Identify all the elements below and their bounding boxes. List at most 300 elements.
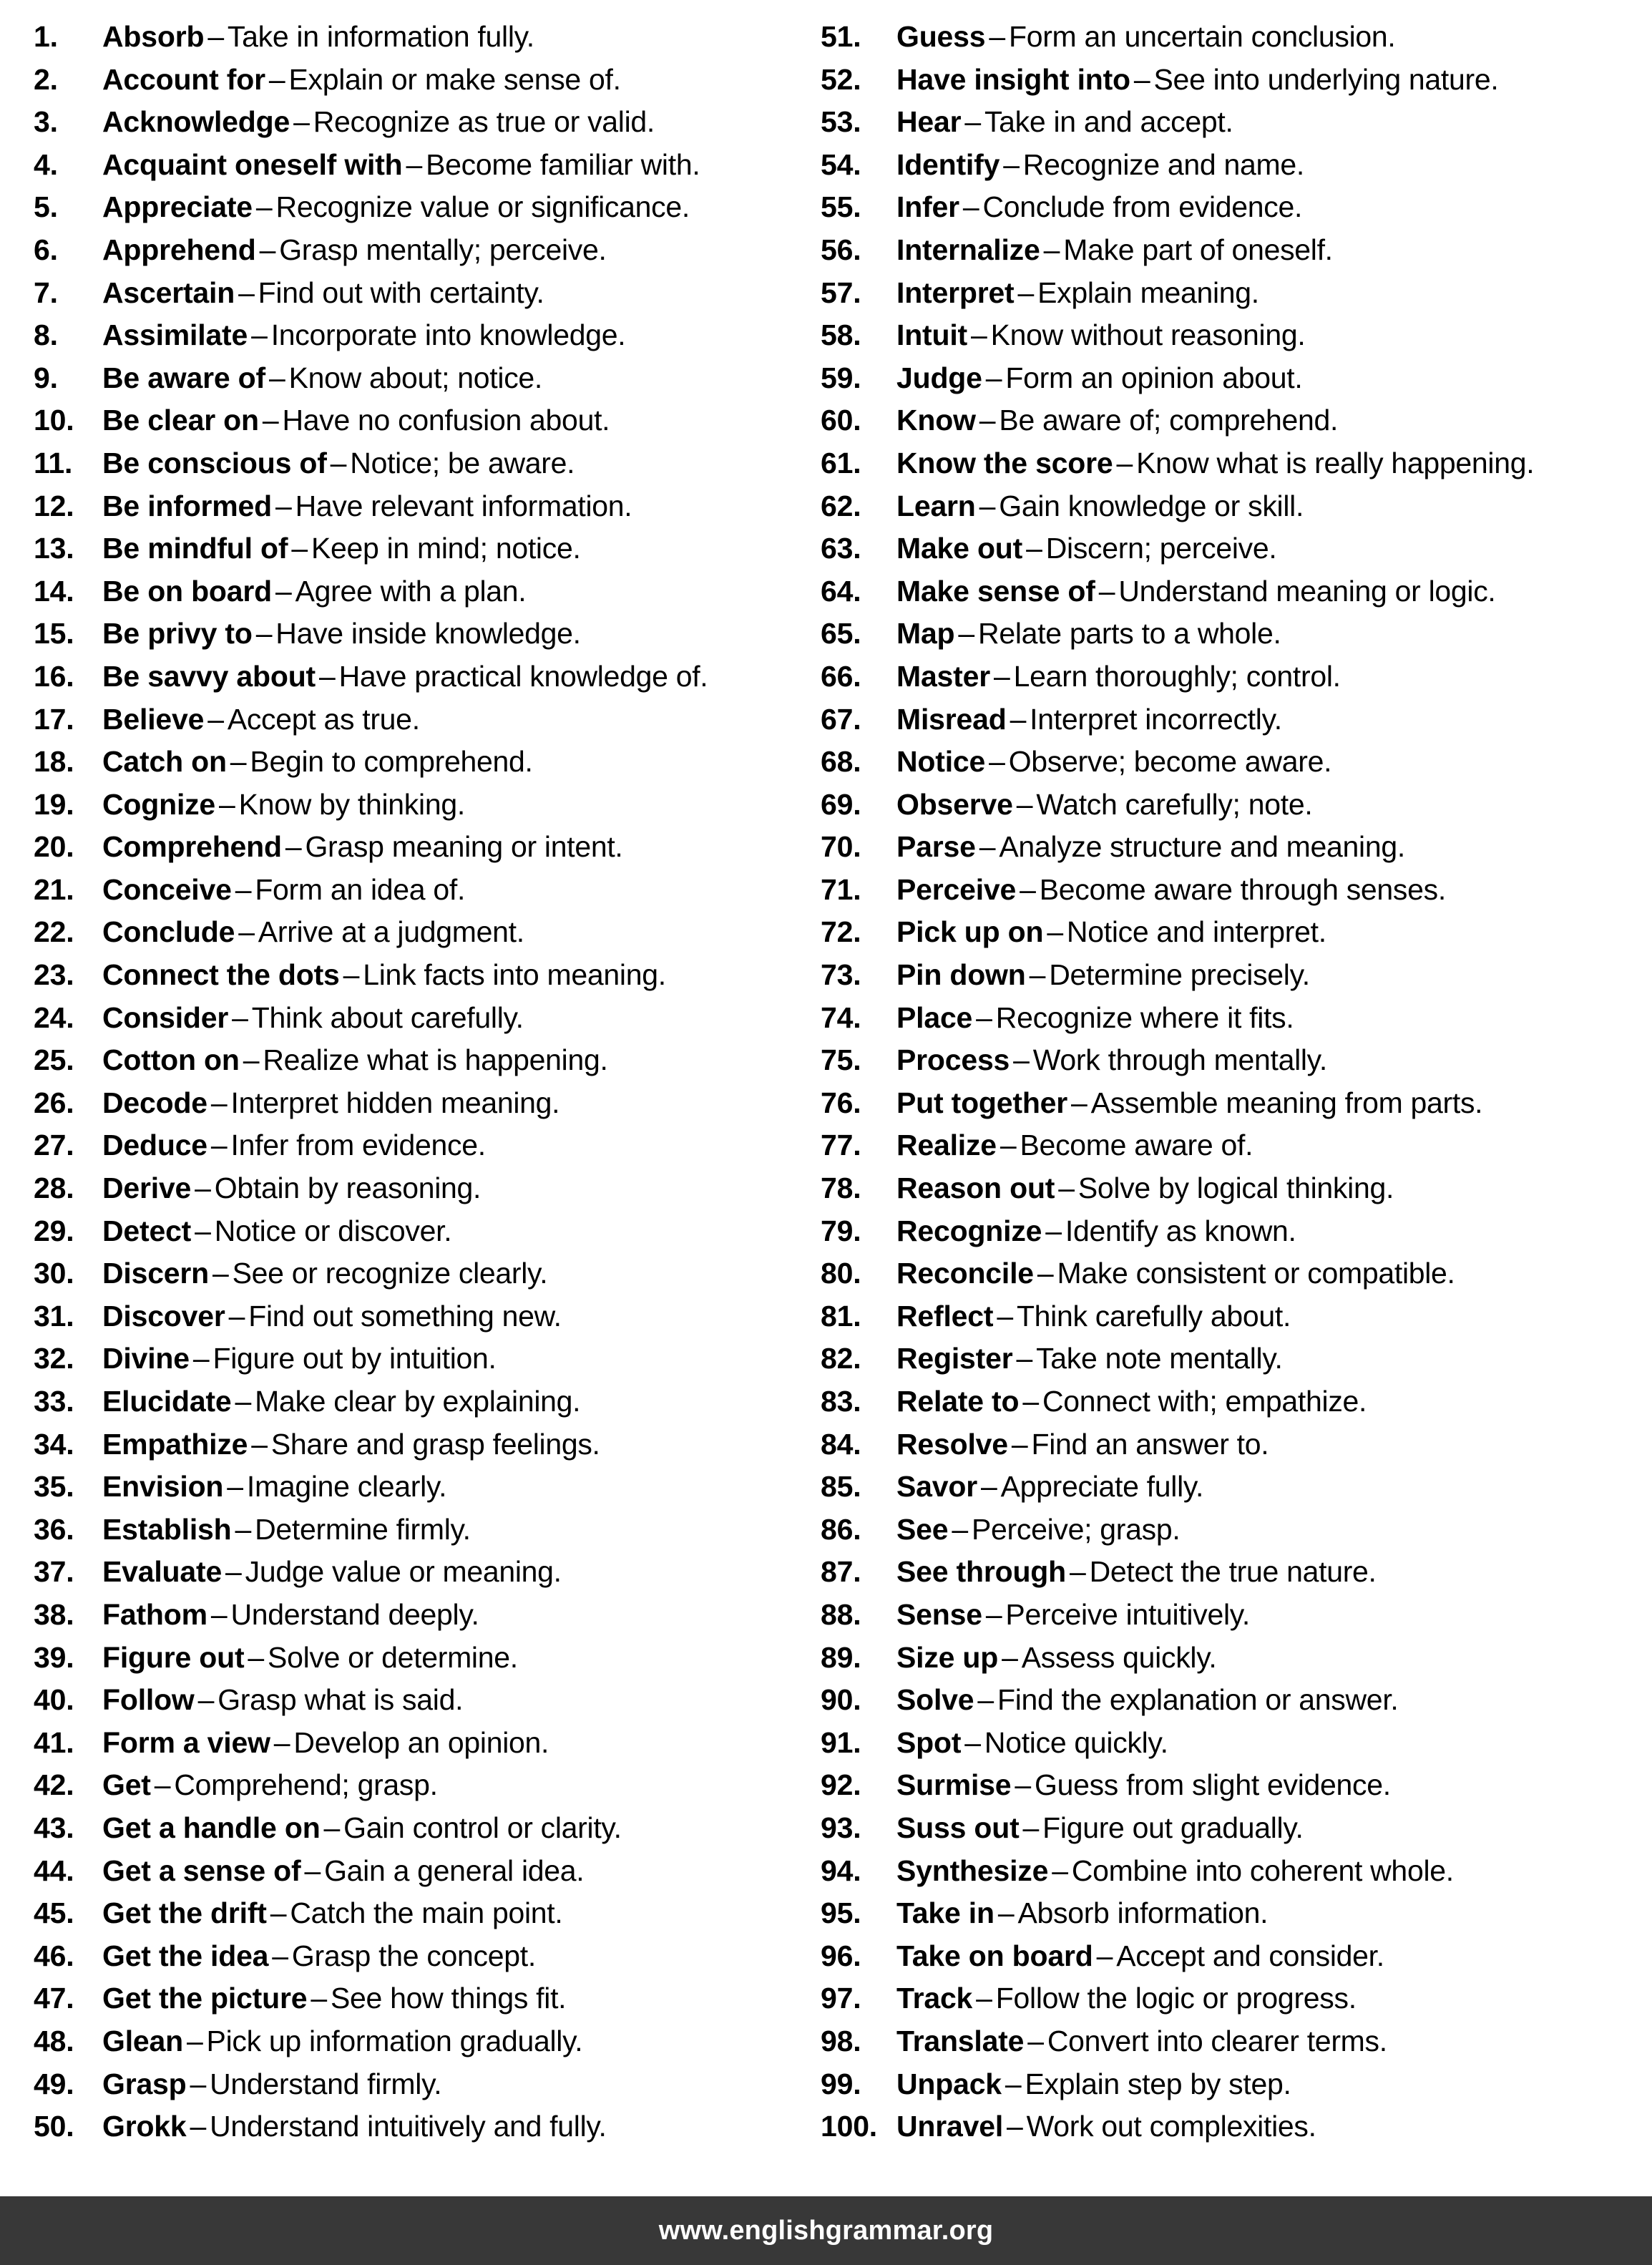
list-item [34,1509,787,1552]
list-item-definition: Solve by logical thinking. [1077,1172,1394,1205]
list-item-term: Empathize [102,1427,248,1461]
list-item [821,1935,1652,1978]
list-item-number: 61. [821,446,861,479]
list-item-number: 98. [821,2024,861,2057]
list-item-term: Be aware of [102,361,265,394]
list-item-term: Conceive [102,872,232,906]
list-item-number: 49. [34,2067,74,2100]
list-item-separator: – [227,1470,243,1504]
list-item-term: Cotton on [102,1043,240,1077]
list-item-definition: Recognize and name. [1022,147,1304,181]
list-item-definition: Explain or make sense of. [288,62,621,96]
list-item-term: Get [102,1768,151,1802]
list-item-number: 13. [34,532,74,565]
list-item-term: Size up [896,1640,999,1674]
list-item-number: 4. [34,147,58,181]
list-item-number: 24. [34,1000,74,1034]
list-item-separator: – [330,446,347,479]
list-item-number: 78. [821,1172,861,1205]
list-item [821,1722,1652,1765]
list-item-number: 77. [821,1129,861,1162]
list-item-separator: – [255,617,273,651]
list-item-number: 62. [821,489,861,522]
list-item-term: Acquaint oneself with [102,147,403,181]
list-item-separator: – [248,1640,265,1674]
list-item [821,1466,1652,1509]
list-item-number: 67. [821,702,861,736]
list-item [34,442,787,485]
list-item-number: 95. [821,1896,861,1930]
list-item-separator: – [291,532,308,565]
list-item-term: Misread [896,702,1007,736]
list-item-number: 28. [34,1172,74,1205]
list-item [34,1210,787,1253]
list-item-term: Be clear on [102,404,259,437]
list-item-number: 72. [821,915,861,949]
list-item-number: 92. [821,1768,861,1802]
list-item [821,1807,1652,1850]
list-item [34,314,787,357]
list-item-separator: – [977,1683,994,1717]
list-item [821,186,1652,229]
list-item-term: Discern [102,1257,210,1290]
list-item-number: 2. [34,62,58,96]
list-item-number: 34. [34,1427,74,1461]
list-item [821,1124,1652,1167]
list-item-separator: – [190,2110,207,2143]
list-item-number: 58. [821,318,861,352]
list-item-separator: – [1005,2067,1022,2100]
list-item [34,997,787,1040]
list-item-definition: Agree with a plan. [295,574,527,608]
list-item-definition: Find out something new. [248,1299,562,1333]
list-item-number: 71. [821,872,861,906]
list-item-definition: Perceive intuitively. [1005,1597,1251,1631]
list-item-separator: – [1013,1043,1030,1077]
list-item-term: Take in [896,1896,994,1930]
list-item [821,613,1652,656]
list-item-term: Make out [896,532,1023,565]
list-item [34,485,787,528]
list-item-number: 22. [34,915,74,949]
list-item-separator: – [1016,1342,1033,1375]
list-item [34,1679,787,1722]
list-item-term: Be privy to [102,617,253,651]
list-item-number: 11. [34,446,73,479]
list-item-term: Intuit [896,318,967,352]
list-item-separator: – [207,20,224,53]
list-item-term: Cognize [102,787,216,821]
list-item-definition: Grasp meaning or intent. [305,830,623,864]
list-item-separator: – [979,404,996,437]
list-item-definition: Keep in mind; notice. [311,532,581,565]
list-item-separator: – [212,1257,229,1290]
list-item-definition: Form an opinion about. [1005,361,1303,394]
list-item-term: Get the idea [102,1939,269,1972]
list-item-term: Guess [896,20,986,53]
list-item-term: Derive [102,1172,192,1205]
list-item-term: Master [896,659,990,693]
list-item-definition: Assess quickly. [1021,1640,1217,1674]
list-item-term: Get the picture [102,1982,308,2015]
list-item-term: Form a view [102,1725,270,1759]
list-item-number: 12. [34,489,74,522]
list-item-number: 36. [34,1512,74,1546]
list-item-definition: Notice quickly. [984,1725,1168,1759]
list-item-number: 66. [821,659,861,693]
list-item-number: 100. [821,2110,877,2143]
list-item-separator: – [1002,1640,1018,1674]
list-item-definition: Accept as true. [227,702,420,736]
list-item-term: Grasp [102,2067,187,2100]
list-item-definition: Watch carefully; note. [1036,787,1313,821]
list-item-definition: Observe; become aware. [1008,745,1332,779]
list-item-separator: – [976,1982,992,2015]
list-item-definition: Have inside knowledge. [275,617,581,651]
list-item-separator: – [238,915,255,949]
list-item-definition: Gain knowledge or skill. [999,489,1304,522]
list-item-number: 9. [34,361,58,394]
list-item-separator: – [186,2024,203,2057]
list-item-separator: – [235,872,252,906]
list-item-term: Infer [896,190,959,224]
list-item-separator: – [989,745,1005,779]
list-item-number: 25. [34,1043,74,1077]
list-item [34,869,787,912]
list-column-left [0,16,787,2148]
list-item [821,1295,1652,1338]
list-item [821,59,1652,102]
list-item-term: Catch on [102,745,227,779]
list-item-definition: Be aware of; comprehend. [999,404,1339,437]
list-item-separator: – [192,1342,210,1375]
list-item-definition: Recognize where it fits. [995,1000,1294,1034]
list-item-number: 18. [34,745,74,779]
list-item-definition: Incorporate into knowledge. [270,318,626,352]
list-item-term: Recognize [896,1214,1042,1247]
list-item-definition: See how things fit. [330,1982,567,2015]
list-item-term: Conclude [102,915,235,949]
list-item-number: 31. [34,1299,74,1333]
list-item-definition: Convert into clearer terms. [1047,2024,1387,2057]
list-item-number: 70. [821,830,861,864]
list-item-term: See through [896,1555,1066,1589]
list-item [34,1722,787,1765]
list-item [821,1338,1652,1380]
list-item-term: Judge [896,361,982,394]
list-item-separator: – [210,1597,228,1631]
list-item-separator: – [1058,1172,1075,1205]
list-item-definition: Have relevant information. [295,489,632,522]
list-item-number: 73. [821,958,861,992]
list-item-definition: Pick up information gradually. [206,2024,583,2057]
list-item [821,1509,1652,1552]
list-item-separator: – [1096,1939,1113,1972]
list-item-term: Glean [102,2024,183,2057]
list-item-number: 64. [821,574,861,608]
list-item-definition: Grasp what is said. [218,1683,464,1717]
list-item-definition: Know about; notice. [288,361,542,394]
list-item-term: Observe [896,787,1013,821]
list-item-definition: Take in and accept. [984,105,1233,139]
list-item-term: Solve [896,1683,974,1717]
list-item-number: 56. [821,233,861,266]
list-item-definition: Imagine clearly. [246,1470,447,1504]
list-item-number: 44. [34,1854,74,1887]
list-item [821,954,1652,997]
list-item [821,2105,1652,2148]
list-item-separator: – [1069,1555,1086,1589]
list-item-separator: – [225,1555,242,1589]
list-item [34,1252,787,1295]
list-item-definition: Absorb information. [1017,1896,1269,1930]
list-item-definition: Know by thinking. [238,787,465,821]
list-item [821,272,1652,315]
list-item [821,741,1652,784]
list-item [34,826,787,869]
list-item-separator: – [311,1982,327,2015]
list-item-term: Reconcile [896,1257,1034,1290]
list-item-definition: Solve or determine. [268,1640,518,1674]
list-item-definition: Connect with; empathize. [1042,1385,1367,1418]
list-item-term: Identify [896,147,1000,181]
list-item-separator: – [1011,1427,1028,1461]
list-item-number: 83. [821,1385,861,1418]
list-item-number: 26. [34,1086,74,1119]
list-column-right [787,16,1652,2148]
list-item-definition: Realize what is happening. [263,1043,608,1077]
list-item-definition: Work through mentally. [1032,1043,1327,1077]
list-item-term: Put together [896,1086,1068,1119]
list-item-term: Get the drift [102,1896,267,1930]
list-item-term: Absorb [102,20,205,53]
list-item-number: 86. [821,1512,861,1546]
list-item-definition: Take in information fully. [227,20,534,53]
list-item-separator: – [235,1512,252,1546]
list-item [34,1039,787,1082]
list-item-number: 59. [821,361,861,394]
list-item-number: 69. [821,787,861,821]
list-item-definition: Perceive; grasp. [971,1512,1181,1546]
list-item-definition: Explain meaning. [1037,276,1259,309]
list-item-number: 40. [34,1683,74,1717]
list-item-definition: Begin to comprehend. [250,745,533,779]
list-item-separator: – [1071,1086,1088,1119]
list-item-separator: – [285,830,302,864]
list-item-number: 46. [34,1939,74,1972]
list-item-term: Comprehend [102,830,282,864]
list-item-number: 27. [34,1129,74,1162]
list-item [821,2063,1652,2106]
list-item-definition: Infer from evidence. [230,1129,486,1162]
list-item-separator: – [293,105,310,139]
list-item-term: Register [896,1342,1013,1375]
list-item-number: 99. [821,2067,861,2100]
list-item-definition: Form an idea of. [255,872,466,906]
list-item-term: Evaluate [102,1555,223,1589]
list-item-separator: – [1037,1257,1054,1290]
list-item-number: 96. [821,1939,861,1972]
list-item-term: Be informed [102,489,272,522]
list-item-definition: Interpret hidden meaning. [230,1086,560,1119]
list-item [821,1850,1652,1893]
list-item-term: Envision [102,1470,224,1504]
list-item-number: 57. [821,276,861,309]
list-item-term: Decode [102,1086,207,1119]
list-item-separator: – [210,1086,228,1119]
list-item [821,1594,1652,1637]
list-item [34,1637,787,1680]
list-item-definition: Find out with certainty. [258,276,544,309]
list-item [821,1082,1652,1125]
list-item-number: 7. [34,276,58,309]
list-item-definition: Appreciate fully. [1000,1470,1204,1504]
list-item [821,1977,1652,2020]
list-item-number: 32. [34,1342,74,1375]
list-item [34,570,787,613]
list-item-number: 53. [821,105,861,139]
list-item-separator: – [979,489,996,522]
list-item-separator: – [251,318,268,352]
list-item-number: 88. [821,1597,861,1631]
list-item-term: Apprehend [102,233,256,266]
list-item-definition: Figure out by intuition. [212,1342,497,1375]
list-item-number: 55. [821,190,861,224]
list-item-separator: – [197,1683,215,1717]
list-item-term: Account for [102,62,265,96]
list-item-separator: – [251,1427,268,1461]
list-item [34,1167,787,1210]
list-item-separator: – [985,361,1002,394]
list-item-separator: – [1007,2110,1023,2143]
list-item-definition: Link facts into meaning. [363,958,666,992]
list-item-separator: – [238,276,255,309]
list-item-term: Pin down [896,958,1026,992]
list-item [821,656,1652,698]
list-item-definition: Judge value or meaning. [245,1555,562,1589]
list-item [34,613,787,656]
list-item-separator: – [1043,233,1060,266]
list-item-definition: Think carefully about. [1016,1299,1291,1333]
list-item-term: Learn [896,489,976,522]
list-item-term: Be on board [102,574,272,608]
list-item-term: Internalize [896,233,1040,266]
list-item-separator: – [1026,532,1042,565]
list-item-separator: – [993,659,1010,693]
list-item-number: 80. [821,1257,861,1290]
list-item-definition: Grasp mentally; perceive. [279,233,607,266]
list-item [34,357,787,400]
list-item-definition: Understand intuitively and fully. [210,2110,607,2143]
list-item-number: 35. [34,1470,74,1504]
list-item-separator: – [323,1811,341,1844]
list-item-separator: – [1027,2024,1044,2057]
list-item [821,16,1652,59]
list-item-separator: – [989,20,1005,53]
list-item-term: Ascertain [102,276,235,309]
list-item [34,2105,787,2148]
list-item-separator: – [235,1385,252,1418]
list-item-separator: – [262,404,279,437]
list-item [34,1977,787,2020]
list-item-definition: Think about carefully. [251,1000,524,1034]
list-item-separator: – [1003,147,1020,181]
list-item-term: Get a handle on [102,1811,321,1844]
list-item-separator: – [272,1939,288,1972]
list-item-definition: Combine into coherent whole. [1071,1854,1454,1887]
list-item-separator: – [275,489,292,522]
list-item-term: Unravel [896,2110,1004,2143]
list-item-separator: – [268,62,285,96]
list-item-definition: Analyze structure and meaning. [999,830,1405,864]
list-item [34,527,787,570]
list-item-term: See [896,1512,949,1546]
list-item [34,741,787,784]
list-item-separator: – [1045,1214,1062,1247]
list-item-number: 75. [821,1043,861,1077]
list-item-term: Unpack [896,2067,1002,2100]
list-item-term: Take on board [896,1939,1093,1972]
list-item-number: 3. [34,105,58,139]
list-item [821,869,1652,912]
list-item-definition: Comprehend; grasp. [174,1768,438,1802]
list-item-number: 50. [34,2110,74,2143]
list-item [34,1764,787,1807]
list-item [821,784,1652,827]
list-item-number: 51. [821,20,861,53]
list-item-term: Suss out [896,1811,1020,1844]
list-item-term: Believe [102,702,205,736]
list-item-number: 43. [34,1811,74,1844]
list-item-term: Assimilate [102,318,248,352]
list-item [34,399,787,442]
list-item-number: 37. [34,1555,74,1589]
list-item-definition: Figure out gradually. [1042,1811,1304,1844]
list-item-definition: Become aware through senses. [1039,872,1446,906]
list-item [34,1935,787,1978]
list-item-term: Discover [102,1299,225,1333]
list-item-separator: – [1052,1854,1068,1887]
list-item-definition: Develop an opinion. [293,1725,549,1759]
list-item-term: Map [896,617,955,651]
list-item-definition: Accept and consider. [1116,1939,1384,1972]
list-item-term: Make sense of [896,574,1095,608]
list-item [821,826,1652,869]
list-item-term: Grokk [102,2110,187,2143]
list-item-separator: – [997,1896,1015,1930]
list-item [821,314,1652,357]
list-item [34,1594,787,1637]
list-item [34,1850,787,1893]
list-item-definition: Identify as known. [1065,1214,1296,1247]
list-item-number: 41. [34,1725,74,1759]
list-item-term: Notice [896,745,986,779]
list-item-number: 23. [34,958,74,992]
list-item [821,997,1652,1040]
list-item [34,1466,787,1509]
list-item-separator: – [195,1172,211,1205]
list-item-separator: – [228,1299,245,1333]
list-item-definition: Conclude from evidence. [982,190,1303,224]
list-item-number: 91. [821,1725,861,1759]
list-item-number: 90. [821,1683,861,1717]
list-item-separator: – [1022,1811,1040,1844]
list-item-term: Establish [102,1512,232,1546]
list-item-definition: Become familiar with. [426,147,700,181]
list-item-term: Interpret [896,276,1015,309]
list-item-separator: – [210,1129,228,1162]
list-item-number: 20. [34,830,74,864]
